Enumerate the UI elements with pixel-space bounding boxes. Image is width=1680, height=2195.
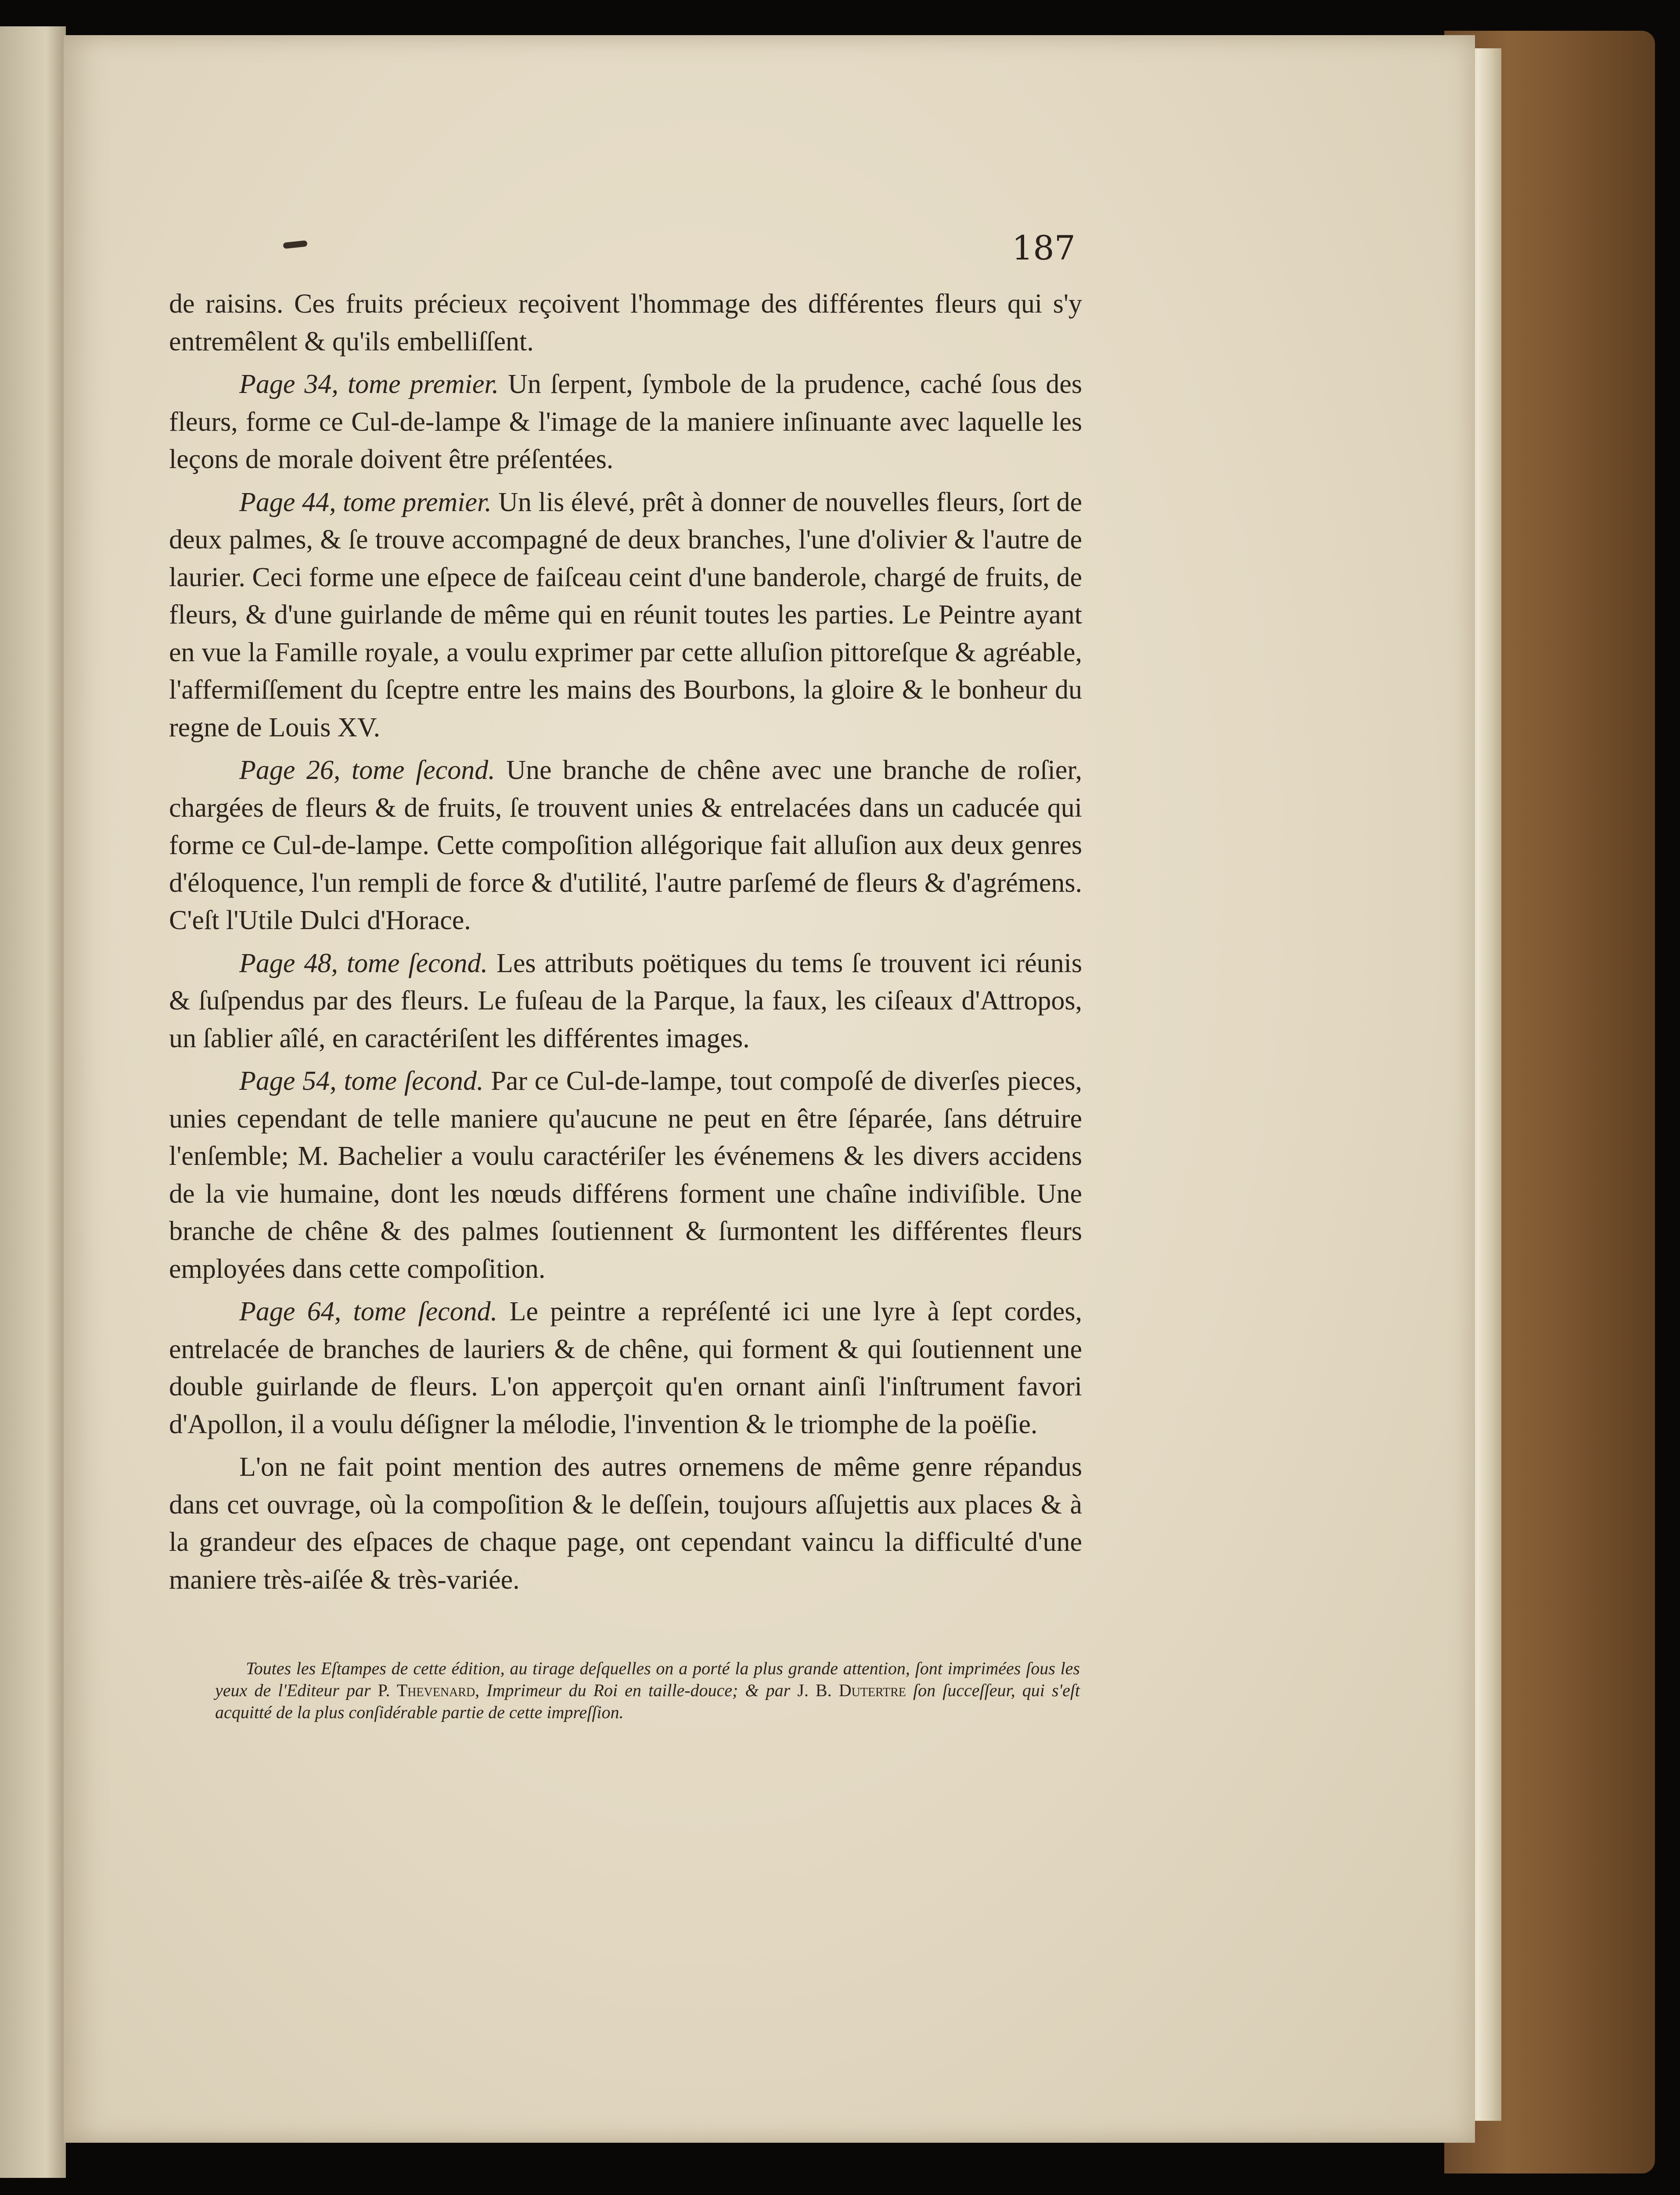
paragraph-text: Par ce Cul-de-lampe, tout compoſé de diverſes pieces, unies cependant de telle maniere qu'aucune ne peut en être ſéparée, ſans détruire l'enſemble; M. Bachelier a voulu caractériſer les événemens & les divers accidens de la vie humaine, dont les nœuds différens forment une chaîne indiviſible. Une branche de chêne & des palmes ſoutiennent & ſurmontent les différentes fleurs employées dans cette compoſition.	[169, 1066, 1083, 1284]
printer-footnote	[215, 1658, 1080, 1723]
paragraph-2	[169, 366, 1082, 479]
page-number: 187	[1011, 228, 1076, 267]
paragraph-text: Un lis élevé, prêt à donner de nouvelles fleurs, ſort de deux palmes, & ſe trouve accompagné de deux branches, l'une d'olivier & l'autre de laurier. Ceci forme une eſpece de faiſceau ceint d'une banderole, chargé de fruits, de fleurs, & d'une guirlande de même qui en réunit toutes les parties. Le Peintre ayant en vue la Famille royale, a voulu exprimer par cette alluſion pittoreſque & agréable, l'affermiſſement du ſceptre entre les mains des Bourbons, la gloire & le bonheur du regne de Louis XV.	[169, 487, 1083, 742]
paragraph-1	[169, 285, 1082, 360]
paragraph-5	[169, 945, 1082, 1058]
paragraph-7	[169, 1293, 1082, 1443]
page-reference: Page 54, tome ſecond.	[239, 1066, 484, 1096]
page-reference: Page 44, tome premier.	[239, 487, 492, 517]
page-reference: Page 26, tome ſecond.	[239, 755, 495, 785]
printer-name: P. Thevenard,	[378, 1680, 480, 1700]
footnote-text: Toutes les Eſtampes de cette édition, au tirage deſquelles on a porté la plus grande attention, ſont imprimées ſous les yeux de l'Editeur par	[215, 1658, 1080, 1700]
successor-name: J. B. Dutertre	[797, 1680, 906, 1700]
paragraph-6	[169, 1063, 1082, 1288]
paragraph-8	[169, 1449, 1082, 1599]
paragraph-text: Un ſerpent, ſymbole de la prudence, caché ſous des fleurs, forme ce Cul-de-lampe & l'image de la maniere inſinuante avec laquelle les leçons de morale doivent être préſentées.	[169, 369, 1082, 474]
paragraph-text: Les attributs poëtiques du tems ſe trouvent ici réunis & ſuſpendus par des fleurs. Le fuſeau de la Parque, la faux, les ciſeaux d'Attropos, un ſablier aîlé, en caractériſent les différentes images.	[169, 948, 1083, 1053]
footnote-text: ſon ſucceſſeur, qui s'eſt acquitté de la plus conſidérable partie de cette impreſſion.	[215, 1680, 1080, 1722]
paragraph-3	[169, 484, 1082, 747]
ink-mark	[283, 240, 307, 249]
paragraph-4	[169, 752, 1082, 940]
paragraph-text: Une branche de chêne avec une branche de roſier, chargées de fleurs & de fruits, ſe trouvent unies & entrelacées dans un caducée qui forme ce Cul-de-lampe. Cette compoſition allégorique fait alluſion aux deux genres d'éloquence, l'un rempli de force & d'utilité, l'autre parſemé de fleurs & d'agrémens. C'eſt l'Utile Dulci d'Horace.	[169, 755, 1082, 935]
page-reference: Page 34, tome premier.	[239, 369, 499, 399]
facing-page-edge	[0, 26, 66, 2178]
page-reference: Page 64, tome ſecond.	[239, 1297, 498, 1326]
paragraph-text: de raisins. Ces fruits précieux reçoivent l'hommage des différentes fleurs qui s'y entremêlent & qu'ils embelliſſent.	[169, 289, 1082, 357]
paragraph-text: L'on ne fait point mention des autres ornemens de même genre répandus dans cet ouvrage, où la compoſition & le deſſein, toujours aſſujettis aux places & à la grandeur des eſpaces de chaque page, ont cependant vaincu la difficulté d'une maniere très-aiſée & très-variée.	[169, 1452, 1082, 1595]
body-text	[169, 285, 1082, 1599]
footnote-text: Imprimeur du Roi en taille-douce; & par	[486, 1680, 791, 1700]
page-reference: Page 48, tome ſecond.	[239, 948, 488, 978]
paragraph-text: Le peintre a repréſenté ici une lyre à ſept cordes, entrelacée de branches de lauriers & de chêne, qui forment & qui ſoutiennent une double guirlande de fleurs. L'on apperçoit qu'en ornant ainſi l'inſtrument favori d'Apollon, il a voulu déſigner la mélodie, l'invention & le triomphe de la poëſie.	[169, 1297, 1083, 1439]
